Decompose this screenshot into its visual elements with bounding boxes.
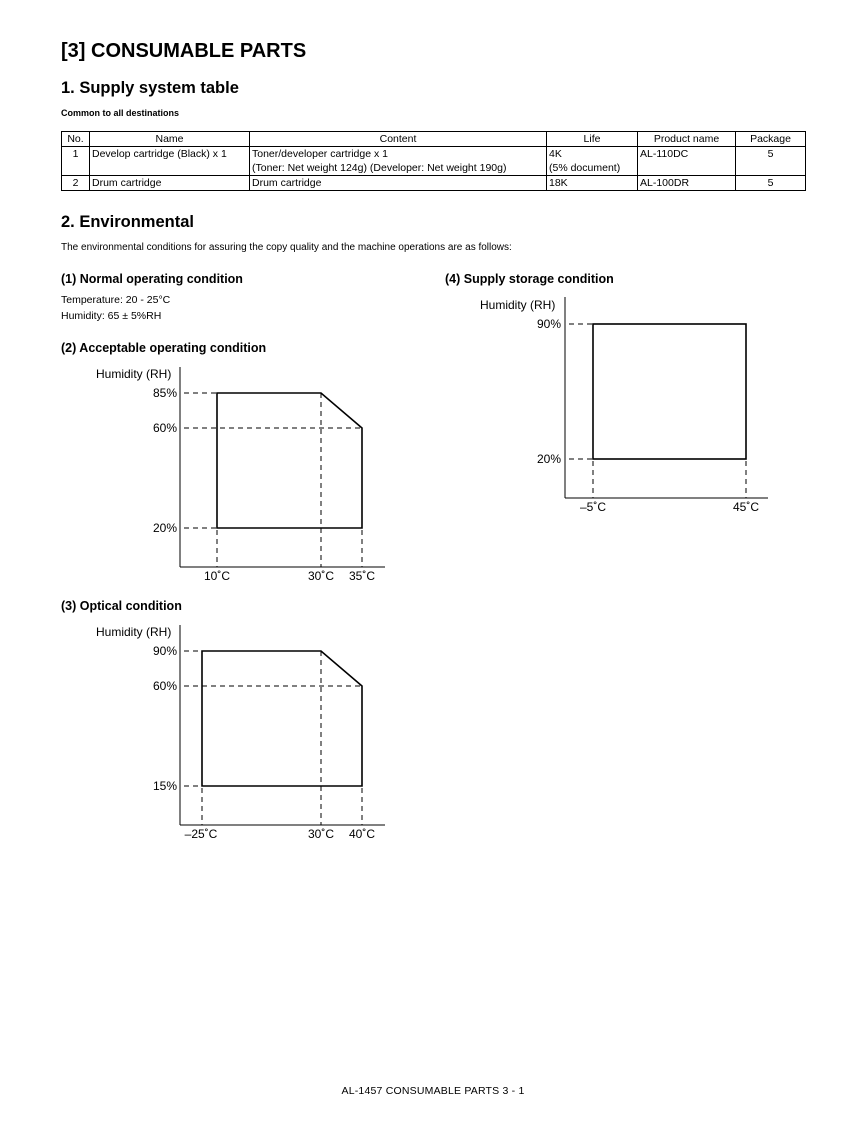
acceptable-x-tick: 10˚C xyxy=(203,569,231,583)
cell-name: Develop cartridge (Black) x 1 xyxy=(90,147,250,176)
cell-name: Drum cartridge xyxy=(90,176,250,191)
optical-y-tick: 60% xyxy=(152,679,177,693)
normal-temperature: Temperature: 20 - 25°C xyxy=(61,294,171,306)
cell-life-line: 4K xyxy=(549,148,562,160)
optical-x-tick: –25˚C xyxy=(184,827,218,841)
optical-y-tick: 15% xyxy=(152,779,177,793)
section-environmental-intro: The environmental conditions for assuring the copy quality and the machine operations are as follows: xyxy=(61,242,512,253)
cell-content: Drum cartridge xyxy=(250,176,547,191)
optical-region xyxy=(202,651,362,786)
header-no: No. xyxy=(62,132,90,147)
optical-condition-title: (3) Optical condition xyxy=(61,599,182,613)
acceptable-y-tick: 20% xyxy=(152,521,177,535)
cell-content-line: Toner/developer cartridge x 1 xyxy=(252,148,388,160)
section-environmental-title: 2. Environmental xyxy=(61,213,194,231)
optical-x-tick: 40˚C xyxy=(348,827,376,841)
header-life: Life xyxy=(547,132,638,147)
storage-y-axis-label: Humidity (RH) xyxy=(480,298,556,312)
header-content: Content xyxy=(250,132,547,147)
cell-life: 18K xyxy=(547,176,638,191)
storage-x-tick: –5˚C xyxy=(579,500,607,514)
storage-y-tick: 20% xyxy=(536,452,561,466)
cell-package: 5 xyxy=(736,147,806,176)
acceptable-y-axis-label: Humidity (RH) xyxy=(96,367,172,381)
acceptable-y-tick: 60% xyxy=(152,421,177,435)
storage-condition-diagram xyxy=(480,297,768,514)
acceptable-x-tick: 35˚C xyxy=(348,569,376,583)
cell-package: 5 xyxy=(736,176,806,191)
storage-x-tick: 45˚C xyxy=(732,500,760,514)
section-supply-title: 1. Supply system table xyxy=(61,79,239,97)
acceptable-region xyxy=(217,393,362,528)
header-package: Package xyxy=(736,132,806,147)
cell-life-line: (5% document) xyxy=(549,162,621,174)
cell-content-line: (Toner: Net weight 124g) (Developer: Net weight 190g) xyxy=(252,162,507,174)
page-footer: AL-1457 CONSUMABLE PARTS 3 - 1 xyxy=(341,1085,525,1097)
cell-no: 1 xyxy=(62,147,90,176)
storage-region xyxy=(593,324,746,459)
acceptable-x-tick: 30˚C xyxy=(307,569,335,583)
acceptable-y-tick: 85% xyxy=(152,386,177,400)
acceptable-condition-diagram xyxy=(96,367,385,583)
normal-humidity: Humidity: 65 ± 5%RH xyxy=(61,310,162,322)
acceptable-condition-title: (2) Acceptable operating condition xyxy=(61,341,267,355)
optical-y-tick: 90% xyxy=(152,644,177,658)
optical-x-tick: 30˚C xyxy=(307,827,335,841)
storage-condition-title: (4) Supply storage condition xyxy=(445,272,614,286)
header-name: Name xyxy=(90,132,250,147)
optical-y-axis-label: Humidity (RH) xyxy=(96,625,172,639)
cell-product: AL-100DR xyxy=(638,176,736,191)
cell-no: 2 xyxy=(62,176,90,191)
cell-product: AL-110DC xyxy=(638,147,736,176)
page-title: [3] CONSUMABLE PARTS xyxy=(61,40,307,62)
header-product-name: Product name xyxy=(638,132,736,147)
storage-y-tick: 90% xyxy=(536,317,561,331)
optical-condition-diagram xyxy=(96,625,385,841)
section-supply-subtitle: Common to all destinations xyxy=(61,108,180,118)
normal-condition-title: (1) Normal operating condition xyxy=(61,272,243,286)
